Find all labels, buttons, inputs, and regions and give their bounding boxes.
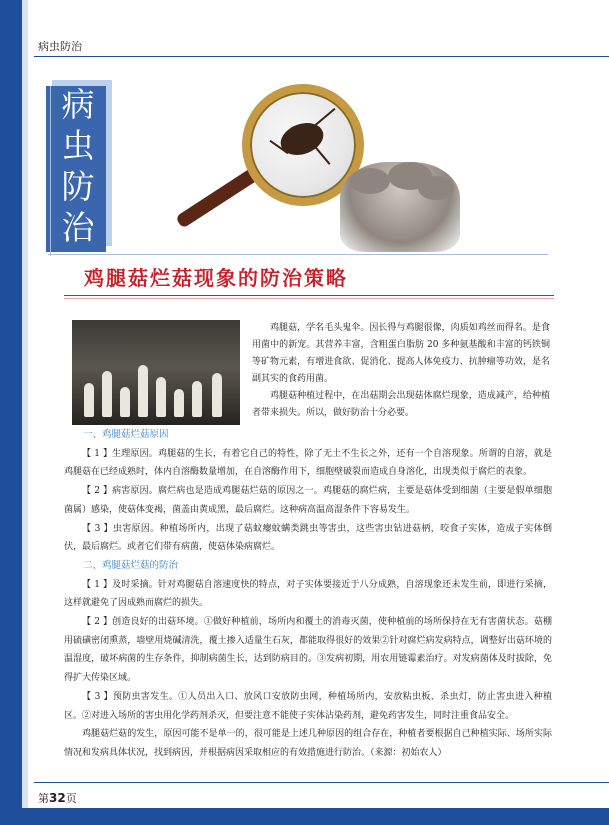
decorative-vertical-line [50,86,51,256]
section-heading: 一、鸡腿菇烂菇原因 [83,429,169,440]
footer-divider [34,782,609,783]
mushroom-cap [418,176,454,200]
body-paragraph: 【 2 】创造良好的出菇环境。①做好种植前，场所内和覆土的消毒灭菌，使种植前的场所保持在无有害菌状态。菇棚用硫磺密闭熏蒸，墙壁用烧碱清洗，覆土掺入适量生石灰，都能取得很好的效果②针对腐烂病发病特点，调整好出菇环境的温湿度，破坏病菌的生存条件，抑制病菌生长，达到防病目的。③发病初期，用农用链霉素治疗。对发病菌体及时拔除，免得扩大传染区域。 [64,617,552,684]
article-body [64,426,552,763]
mushroom-stalk [156,377,166,417]
mushroom-stalk [138,365,148,417]
body-paragraph: 鸡腿菇烂菇的发生，原因可能不是单一的，很可能是上述几种原因的组合存在，种植者要根据自己种植实际、场所实际情况和发病具体状况，找到病因，并根据病因采取相应的有效措施进行防治。（来源：初始农人） [64,729,552,758]
page-suffix: 页 [65,792,77,805]
header-divider [34,56,609,57]
mushroom-farm-photo [72,320,240,425]
title-char: 虫 [61,126,95,165]
mushroom-stalk [212,373,222,417]
title-char: 防 [61,167,95,206]
body-paragraph: 【 3 】虫害原因。种植场所内，出现了菇蚊瘿蚊螨类跳虫等害虫，这些害虫钻进菇柄，咬食子实体，造成子实体倒伏，最后腐烂。或者它们带有病菌，使菇体染病腐烂。 [64,523,552,553]
mushroom-stalk [120,387,130,417]
mushroom-stalk [102,371,112,417]
page-number-value: 32 [49,791,66,805]
intro-text [252,320,550,422]
bottom-edge-bar [22,808,609,825]
intro-paragraph: 鸡腿菇，学名毛头鬼伞。因长得与鸡腿很像，肉质如鸡丝而得名。是食用菌中的新宠。其营养丰富，含粗蛋白脂肪 20 多种氨基酸和丰富的钙铁铜等矿物元素，有增进食欲、促消化、提高人体免疫力、抗肿瘤等功效，是名副其实的食药用菌。 [252,323,550,384]
body-paragraph: 【 1 】及时采摘。针对鸡腿菇自溶速度快的特点，对子实体要接近于八分成熟，自溶现象还未发生前，即进行采摘，这样就避免了因成熟而腐烂的损失。 [64,579,552,609]
body-paragraph: 【 3 】预防虫害发生。①人员出入口、放风口安放防虫网，种植场所内，安放粘虫板、杀虫灯，防止害虫进入种植区。②对进入场所的害虫用化学药剂杀灭，但要注意不能使子实体沾染药剂，避免药害发生，同时注重食品安全。 [64,691,552,721]
page-prefix: 第 [38,792,49,805]
mushroom-cluster-image [340,162,460,252]
decorative-horizontal-line [48,254,548,255]
body-paragraph: 【 1 】生理原因。鸡腿菇的生长，有着它自己的特性，除了无土不生长之外，还有一个自溶现象。所谓的自溶，就是鸡腿菇在已经成熟时，体内自溶酶数量增加，在自溶酶作用下，细胞壁破裂而造成自身溶化，出现类似于腐烂的表象。 [64,448,552,478]
section-heading: 二、鸡腿菇烂菇的防治 [83,559,179,571]
section-header: 病虫防治 [38,40,82,53]
mushroom-stalk [84,383,94,417]
mushroom-cap [350,168,390,194]
page-number [38,790,77,806]
body-paragraph: 【 2 】病害原因。腐烂病也是造成鸡腿菇烂菇的原因之一。鸡腿菇的腐烂病，主要是菇体受到细菌（主要是假单细胞菌属）感染，使菇体变褐，菌盖由黄成黑，最后腐烂。这种病高温高湿条件下容易发生。 [64,486,552,515]
headline-underline-light [64,298,554,299]
article-headline: 鸡腿菇烂菇现象的防治策略 [84,266,348,290]
mushroom-stalk [192,381,202,417]
headline-underline [64,295,554,296]
mushroom-stalk [174,389,184,417]
intro-paragraph: 鸡腿菇种植过程中，在出菇期会出现菇体腐烂现象，造成减产，给种植者带来损失。所以，做好防治十分必要。 [252,391,550,418]
left-edge-stripe [22,0,28,825]
title-char: 治 [61,208,95,247]
vertical-section-title [58,84,98,248]
hero-illustration [160,84,460,254]
title-char: 病 [61,85,95,124]
left-edge-bar [0,0,22,825]
